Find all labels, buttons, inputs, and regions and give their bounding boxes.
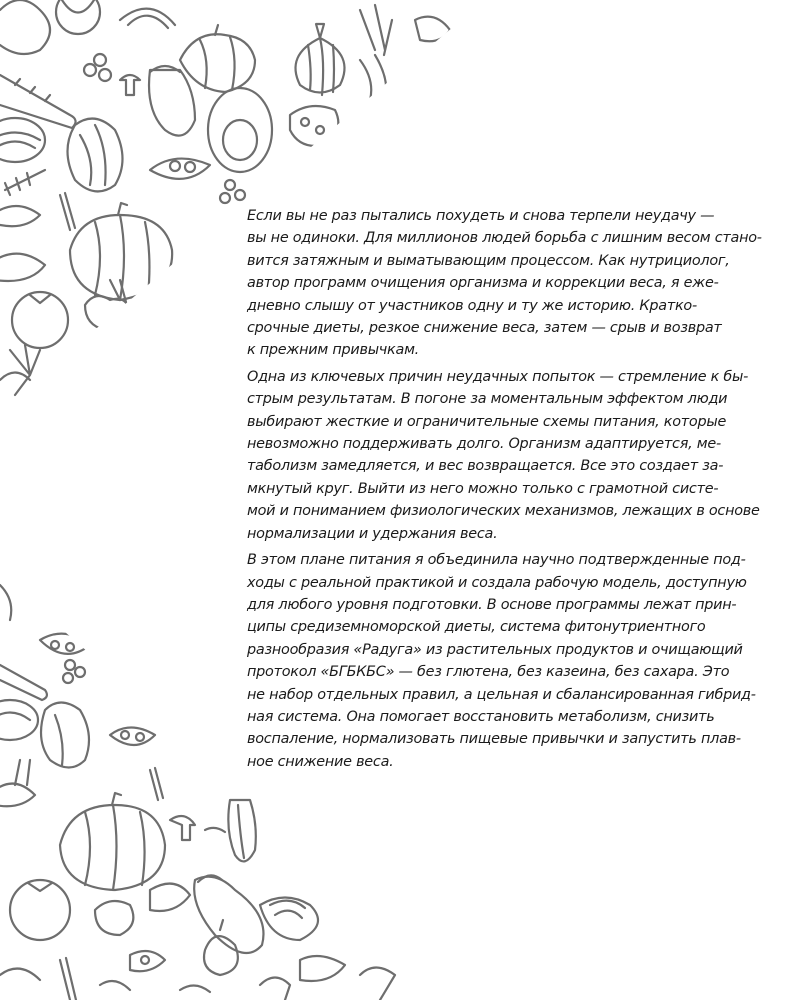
text-line: Если вы не раз пытались похудеть и снова терпели неудачу —: [247, 208, 715, 224]
text-line: мой и пониманием физиологических механизмов, лежащих в основе: [247, 503, 760, 520]
text-line: В этом плане питания я объединила научно подтвержденные под-: [247, 552, 746, 569]
text-line: мкнутый круг. Выйти из него можно только с грамотной систе-: [247, 480, 719, 497]
text-line: Одна из ключевых причин неудачных попыток — стремление к бы-: [247, 368, 749, 385]
text-line: протокол «БГБКБС» — без глютена, без казеина, без сахара. Это: [247, 664, 730, 681]
text-line: стрым результатам. В погоне за моментальным эффектом люди: [247, 391, 728, 408]
text-line: для любого уровня подготовки. В основе программы лежат прин-: [247, 596, 737, 613]
text-line: вится затяжным и выматывающим процессом. Как нутрициолог,: [247, 252, 730, 269]
text-line: разнообразия «Радуга» из растительных продуктов и очищающий: [247, 641, 743, 658]
text-line: ципы средиземноморской диеты, система фитонутриентного: [247, 619, 706, 636]
text-line: не набор отдельных правил, а цельная и сбалансированная гибрид-: [247, 686, 756, 703]
text-line: выбирают жесткие и ограничительные схемы питания, которые: [247, 413, 727, 430]
text-line: к прежним привычкам.: [247, 342, 420, 359]
text-line: срочные диеты, резкое снижение веса, затем — срыв и возврат: [247, 320, 722, 337]
text-line: дневно слышу от участников одну и ту же историю. Кратко-: [247, 297, 697, 314]
text-line: вы не одиноки. Для миллионов людей борьба с лишним весом стано-: [247, 230, 762, 247]
text-line: воспаление, нормализовать пищевые привычки и запустить плав-: [247, 731, 741, 748]
paragraph-2: [247, 366, 760, 545]
text-line: невозможно поддерживать долго. Организм адаптируется, ме-: [247, 436, 721, 453]
text-line: таболизм замедляется, и вес возвращается. Все это создает за-: [247, 458, 724, 475]
paragraph-3: [247, 549, 756, 773]
text-line: нормализации и удержания веса.: [247, 525, 498, 542]
paragraph-1: [247, 205, 762, 362]
text-line: автор программ очищения организма и коррекции веса, я еже-: [247, 275, 719, 292]
text-line: ное снижение веса.: [247, 753, 394, 770]
text-line: ная система. Она помогает восстановить метаболизм, снизить: [247, 708, 715, 725]
text-line: ходы с реальной практикой и создала рабочую модель, доступную: [247, 574, 747, 591]
article-text: [247, 205, 762, 773]
